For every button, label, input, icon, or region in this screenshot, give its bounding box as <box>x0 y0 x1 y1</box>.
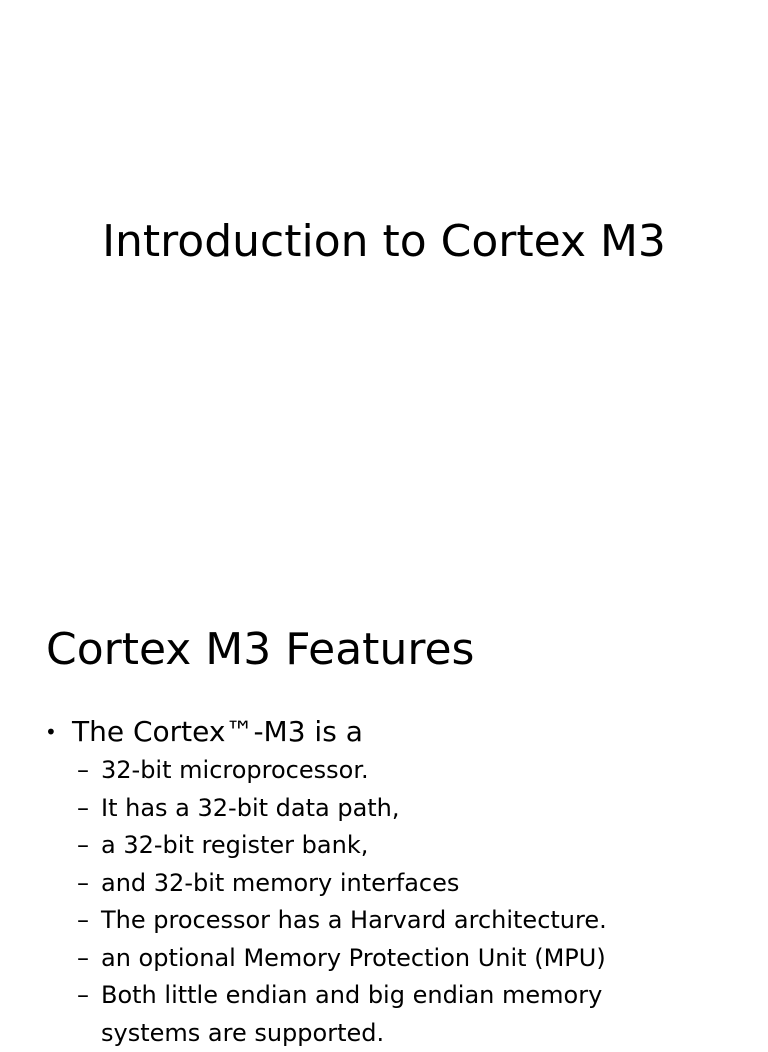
sub-bullet-text: a 32-bit register bank, <box>101 827 368 864</box>
bullet-item <box>0 712 768 752</box>
sub-bullet-marker: – <box>77 827 89 864</box>
slide-features-heading: Cortex M3 Features <box>46 620 474 680</box>
sub-bullet-item <box>0 1015 768 1052</box>
sub-bullet-text: It has a 32-bit data path, <box>101 790 400 827</box>
bullet-text: The Cortex™-M3 is a <box>72 712 363 752</box>
bullet-marker: • <box>45 714 57 750</box>
sub-bullet-marker: – <box>77 752 89 789</box>
bullet-list <box>0 712 768 1052</box>
slide-title-heading: Introduction to Cortex M3 <box>0 212 768 272</box>
sub-bullet-item <box>0 865 768 903</box>
sub-bullet-text: Both little endian and big endian memory <box>101 977 602 1014</box>
sub-bullet-text: an optional Memory Protection Unit (MPU) <box>101 940 606 977</box>
sub-bullet-text: and 32-bit memory interfaces <box>101 865 459 902</box>
sub-bullet-marker: – <box>77 790 89 827</box>
sub-bullet-marker: – <box>77 940 89 977</box>
sub-bullet-text: 32-bit microprocessor. <box>101 752 369 789</box>
sub-bullet-item <box>0 902 768 940</box>
sub-bullet-item <box>0 790 768 828</box>
sub-bullet-marker: – <box>77 902 89 939</box>
sub-bullet-item <box>0 977 768 1015</box>
sub-bullet-marker: – <box>77 865 89 902</box>
sub-bullet-marker: – <box>77 977 89 1014</box>
sub-bullet-list <box>0 752 768 1052</box>
sub-bullet-item <box>0 752 768 790</box>
sub-bullet-text: The processor has a Harvard architecture. <box>101 902 607 939</box>
sub-bullet-item <box>0 940 768 978</box>
sub-list-container <box>0 752 768 1052</box>
slide-features <box>0 576 768 1024</box>
sub-bullet-text: systems are supported. <box>101 1015 384 1052</box>
sub-bullet-item <box>0 827 768 865</box>
